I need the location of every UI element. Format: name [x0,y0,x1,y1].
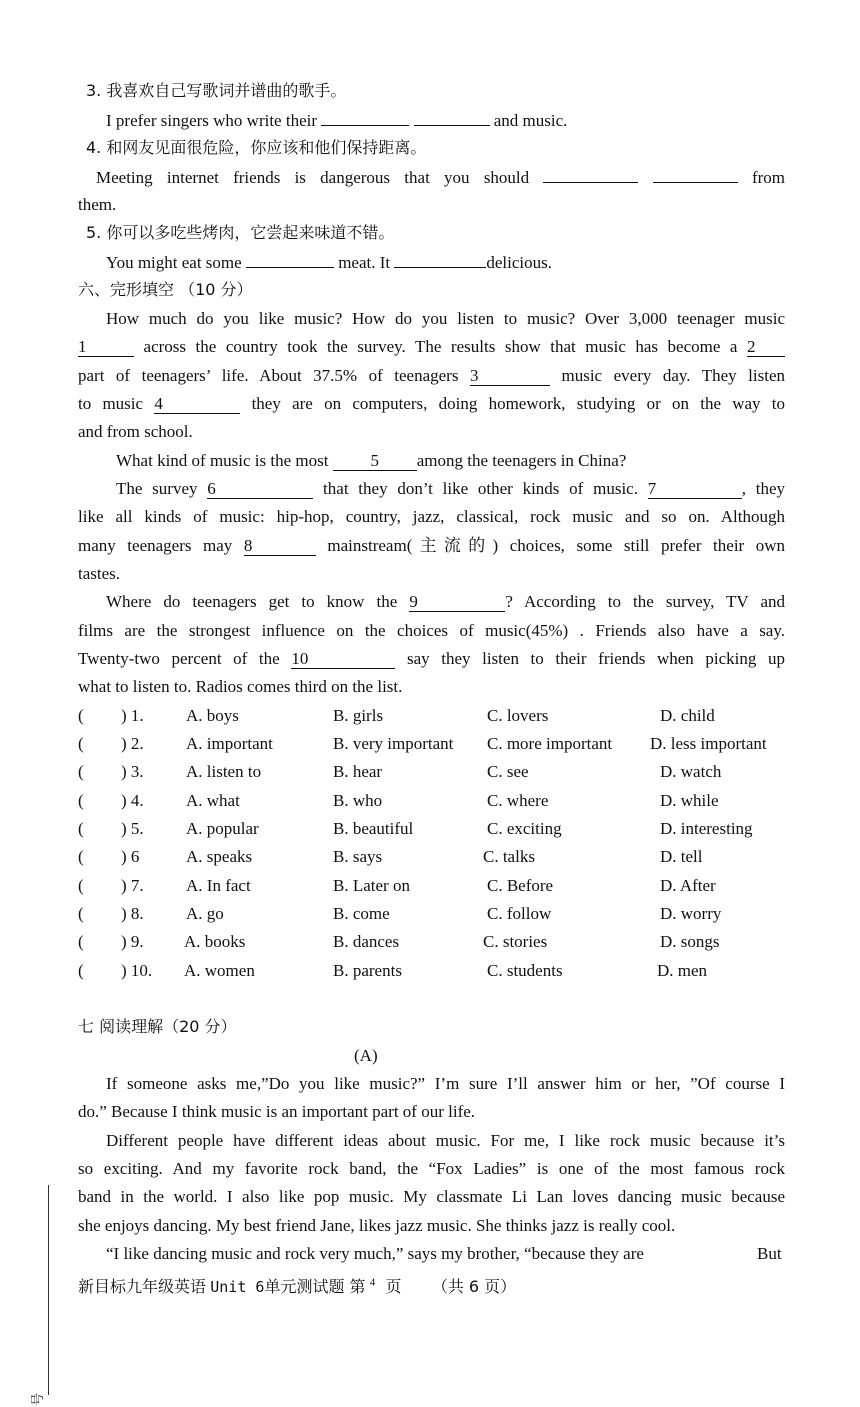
option-c[interactable]: C. students [487,961,563,980]
answer-paren[interactable]: ( [78,762,84,781]
q4-text-b: from [751,168,785,187]
cloze-p3-line3 [78,535,785,557]
option-a[interactable]: A. popular [186,819,259,838]
cloze-p1-line2 [78,336,785,358]
reading-p2-line4: she enjoys dancing. My best friend Jane, likes jazz music. She thinks jazz is really cool. [78,1216,676,1235]
cloze-p1-line5: and from school. [78,422,193,441]
q4-english-cont: them. [78,195,117,214]
option-a[interactable]: A. go [186,904,224,923]
option-c[interactable]: C. where [487,791,549,810]
q5-blank-2[interactable] [394,251,486,268]
cloze-p2-a: What kind of music is the most [116,451,329,470]
question-number: ) 10. [121,961,153,980]
option-a[interactable]: A. what [186,791,240,810]
footer-page-suffix: 页 [385,1277,402,1296]
answer-paren[interactable]: ( [78,932,84,951]
answer-paren[interactable]: ( [78,847,84,866]
cloze-p1-line4 [78,393,785,415]
cloze-p4-line1-a: Where do teenagers get to know the [106,592,398,611]
option-d[interactable]: D. watch [660,762,722,781]
q3-chinese: 3. 我喜欢自己写歌词并谱曲的歌手。 [86,81,347,100]
cloze-p3-line3-a: many teenagers may [78,536,233,555]
cloze-p4-line3-a: Twenty-two percent of the [78,649,280,668]
option-d[interactable]: D. while [660,791,719,810]
cloze-p3-line4: tastes. [78,564,121,583]
option-a[interactable]: A. important [186,734,273,753]
option-d[interactable]: D. less important [650,734,767,753]
option-c[interactable]: C. lovers [487,706,549,725]
cloze-p3-line1-c: , they [741,479,786,498]
cloze-heading: 六、完形填空 （10 分） [78,280,253,299]
option-a[interactable]: A. In fact [186,876,251,895]
question-number: ) 8. [121,904,144,923]
cloze-p1-line3-a: part of teenagers’ life. About 37.5% of teenagers [78,366,459,385]
option-b[interactable]: B. girls [333,706,384,725]
cloze-blank-7[interactable]: 7 [648,480,742,499]
binding-line [48,1185,49,1395]
q3-text-a: I prefer singers who write their [106,111,318,130]
option-c[interactable]: C. follow [487,904,552,923]
option-a[interactable]: A. women [184,961,255,980]
question-number: ) 1. [121,706,144,725]
option-a[interactable]: A. books [184,932,246,951]
page-footer [78,1274,516,1297]
option-c[interactable]: C. more important [487,734,613,753]
cloze-blank-6[interactable]: 6 [207,480,313,499]
cloze-p1-line2-text: across the country took the survey. The results show that music has become a [143,337,738,356]
q5-chinese: 5. 你可以多吃些烤肉，它尝起来味道不错。 [86,223,395,242]
cloze-p3-line1 [116,478,785,500]
option-d[interactable]: D. men [657,961,708,980]
footer-title: 新目标九年级英语 [78,1277,207,1296]
cloze-p2 [116,450,626,472]
q3-text-b: and music. [493,111,568,130]
reading-p3-line1-a: “I like dancing music and rock very much,” says my brother, “because they are [106,1244,644,1263]
option-d[interactable]: D. After [660,876,716,895]
option-d[interactable]: D. songs [660,932,720,951]
option-b[interactable]: B. says [333,847,383,866]
cloze-p4-line1-b: ? According to the survey, TV and [505,592,785,611]
question-number: ) 2. [121,734,144,753]
answer-paren[interactable]: ( [78,819,84,838]
reading-p1-line1: If someone asks me,”Do you like music?” I’m sure I’ll answer him or her, ”Of course I [106,1074,785,1093]
option-d[interactable]: D. interesting [660,819,753,838]
binding-label: 号 [31,1392,47,1407]
cloze-p4-line3-b: say they listen to their friends when picking up [406,649,786,668]
answer-paren[interactable]: ( [78,734,84,753]
q5-text-a: You might eat some [106,253,242,272]
option-c[interactable]: C. Before [487,876,554,895]
option-c[interactable]: C. see [487,762,529,781]
option-a[interactable]: A. speaks [186,847,253,866]
cloze-blank-2[interactable]: 2 [747,338,785,357]
footer-page-number: 4 [369,1276,376,1289]
q4-chinese: 4. 和网友见面很危险，你应该和他们保持距离。 [86,138,427,157]
reading-p3-line1-b: But [757,1244,782,1263]
cloze-p1-line1: How much do you like music? How do you listen to music? Over 3,000 teenager music [106,309,785,328]
cloze-blank-4[interactable]: 4 [154,395,240,414]
answer-paren[interactable]: ( [78,706,84,725]
question-number: ) 5. [121,819,144,838]
q3-english [106,109,567,132]
option-b[interactable]: B. come [333,904,390,923]
option-b[interactable]: B. hear [333,762,383,781]
cloze-blank-9[interactable]: 9 [409,593,505,612]
footer-unit: Unit 6 [210,1278,265,1296]
question-number: ) 9. [121,932,144,951]
q5-english [106,251,552,274]
option-b[interactable]: B. Later on [333,876,410,895]
option-b[interactable]: B. very important [333,734,454,753]
option-c[interactable]: C. stories [483,932,548,951]
question-number: ) 7. [121,876,144,895]
option-d[interactable]: D. tell [660,847,703,866]
q5-text-b: meat. It [338,253,391,272]
cloze-p4-line3 [78,648,785,670]
cloze-p4-line4: what to listen to. Radios comes third on the list. [78,677,403,696]
cloze-p3-line1-b: that they don’t like other kinds of music. [323,479,638,498]
cloze-p3-line1-a: The survey [116,479,198,498]
cloze-blank-5[interactable]: 5 [333,452,417,471]
question-number: ) 3. [121,762,144,781]
answer-paren[interactable]: ( [78,904,84,923]
q3-blank-1[interactable] [321,109,409,126]
footer-test: 单元测试题 第 [264,1277,366,1296]
option-b[interactable]: B. parents [333,961,402,980]
q4-blank-1[interactable] [543,166,638,183]
q4-english [96,166,785,189]
question-number: ) 6 [121,847,140,866]
cloze-p1-line4-b: they are on computers, doing homework, studying or on the way to [251,394,786,413]
cloze-p3-line2: like all kinds of music: hip-hop, country, jazz, classical, rock music and so on. Although [78,507,785,526]
cloze-p1-line4-a: to music [78,394,144,413]
reading-p2-line3: band in the world. I also like pop music. My classmate Li Lan loves dancing music because [78,1187,785,1206]
cloze-blank-3[interactable]: 3 [470,367,550,386]
option-d[interactable]: D. worry [660,904,722,923]
reading-heading: 七 阅读理解（20 分） [78,1017,237,1036]
answer-paren[interactable]: ( [78,961,84,980]
option-b[interactable]: B. dances [333,932,400,951]
cloze-blank-10[interactable]: 10 [291,650,395,669]
q3-blank-2[interactable] [414,109,490,126]
question-number: ) 4. [121,791,144,810]
reading-passage-label: (A) [354,1046,378,1065]
cloze-p1-line3-b: music every day. They listen [561,366,786,385]
q4-text-a: Meeting internet friends is dangerous that you should [96,168,530,187]
reading-p1-line2: do.” Because I think music is an important part of our life. [78,1102,476,1121]
option-c[interactable]: C. exciting [487,819,562,838]
q4-blank-2[interactable] [653,166,738,183]
cloze-blank-8[interactable]: 8 [244,537,316,556]
footer-total-pages: （共 6 页） [431,1277,517,1296]
cloze-p4-line1 [106,591,785,613]
option-a[interactable]: A. boys [186,706,239,725]
answer-paren[interactable]: ( [78,876,84,895]
answer-paren[interactable]: ( [78,791,84,810]
option-a[interactable]: A. listen to [186,762,262,781]
reading-p2-line2: so exciting. And my favorite rock band, the “Fox Ladies” is one of the most famous rock [78,1159,785,1178]
option-b[interactable]: B. who [333,791,383,810]
cloze-p4-line2: films are the strongest influence on the choices of music(45%) . Friends also have a say. [78,621,785,640]
q5-text-c: delicious. [486,253,553,272]
option-d[interactable]: D. child [660,706,715,725]
option-c[interactable]: C. talks [483,847,535,866]
cloze-p2-b: among the teenagers in China? [416,451,627,470]
reading-p2-line1: Different people have different ideas about music. For me, I like rock music because it’s [106,1131,785,1150]
q5-blank-1[interactable] [246,251,334,268]
cloze-p1-line3 [78,365,785,387]
option-b[interactable]: B. beautiful [333,819,414,838]
cloze-p3-line3-b: mainstream(主流的) choices, some still prefer their own [327,536,786,555]
cloze-blank-1[interactable]: 1 [78,338,134,357]
